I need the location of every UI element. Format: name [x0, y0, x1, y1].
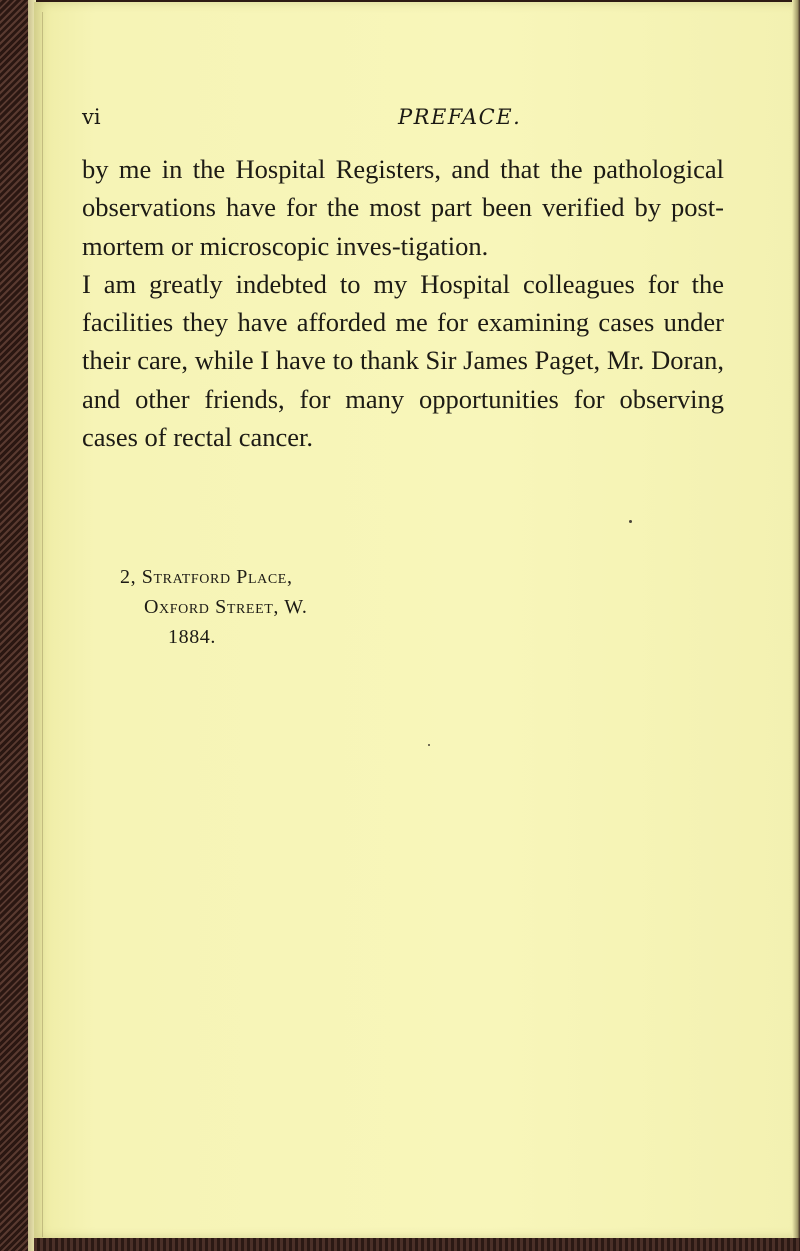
paper-speck: [629, 520, 632, 523]
running-head: PREFACE.: [398, 105, 522, 129]
address-line-1: 2, Stratford Place,: [120, 566, 293, 588]
paragraph-1: by me in the Hospital Registers, and that the pathological observations have for the most part been verified by post-mortem or microscopic inves-tigation.: [82, 154, 724, 261]
page-right-edge: [792, 0, 800, 1251]
paper-speck: [428, 744, 430, 746]
paragraph-2: I am greatly indebted to my Hospital colleagues for the facilities they have afforded me for examining cases under their care, while I have to thank Sir James Paget, Mr. Doran, and other friends, for many opportunities for observing cases of rectal cancer.: [82, 268, 724, 453]
body-text: [82, 150, 724, 456]
page-fold-line: [42, 12, 43, 1237]
address-line-2: Oxford Street, W.: [144, 596, 308, 618]
page-number: vi: [82, 105, 101, 129]
page-header: [82, 105, 722, 135]
address-date: 1884.: [168, 626, 216, 648]
address-signature: [120, 562, 307, 652]
book-bottom-edge: [34, 1238, 800, 1251]
